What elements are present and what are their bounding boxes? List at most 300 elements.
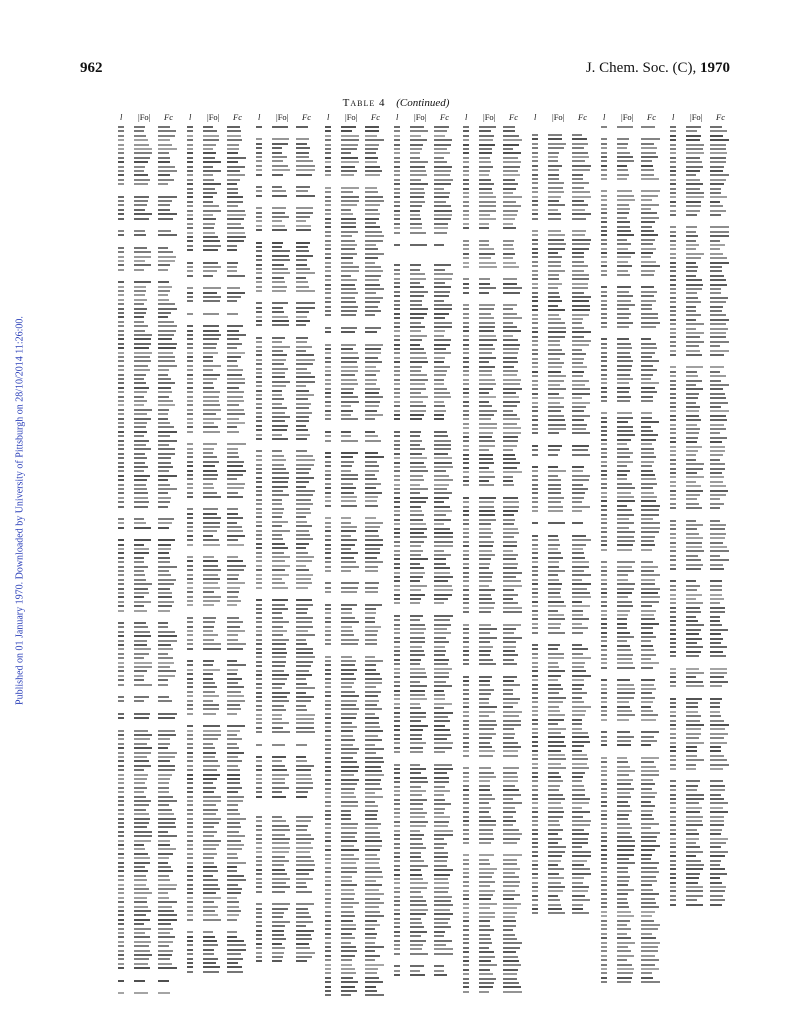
data-row <box>670 537 736 539</box>
data-row <box>670 244 736 246</box>
data-row <box>325 801 391 803</box>
data-row <box>256 372 322 374</box>
data-row <box>187 713 253 715</box>
data-row <box>670 144 736 146</box>
data-row <box>187 848 253 850</box>
data-row <box>532 147 598 149</box>
data-row <box>325 231 391 233</box>
data-row <box>118 583 184 585</box>
data-row <box>463 641 529 643</box>
data-row <box>256 138 322 140</box>
data-row <box>601 470 667 472</box>
data-row <box>187 452 253 454</box>
data-row <box>256 687 322 689</box>
data-row <box>532 393 598 395</box>
data-row <box>325 708 391 710</box>
data-row <box>601 483 667 485</box>
data-row <box>670 371 736 373</box>
data-row <box>463 885 529 887</box>
data-row <box>325 209 391 211</box>
data-row <box>532 300 598 302</box>
data-row <box>256 525 322 527</box>
data-row <box>118 369 184 371</box>
data-row <box>670 350 736 352</box>
data-row <box>463 964 529 966</box>
data-row <box>118 343 184 345</box>
column-header-l: l <box>327 112 330 122</box>
data-row <box>394 183 460 185</box>
data-row <box>394 747 460 749</box>
data-row <box>532 327 598 329</box>
data-row <box>601 456 667 458</box>
data-row <box>532 143 598 145</box>
data-row <box>256 873 322 875</box>
data-row <box>601 391 667 393</box>
data-row <box>532 873 598 875</box>
data-row <box>670 419 736 421</box>
data-row <box>532 270 598 272</box>
data-row <box>394 974 460 976</box>
data-row <box>325 656 391 658</box>
data-row <box>463 558 529 560</box>
data-row <box>601 770 667 772</box>
data-row <box>325 744 391 746</box>
data-row <box>532 714 598 716</box>
data-row <box>256 656 322 658</box>
data-row <box>670 319 736 321</box>
data-row <box>463 410 529 412</box>
data-row <box>394 352 460 354</box>
data-row <box>532 349 598 351</box>
data-row <box>670 811 736 813</box>
data-row <box>256 508 322 510</box>
data-row <box>118 466 184 468</box>
data-row <box>463 881 529 883</box>
data-row <box>601 731 667 733</box>
data-row <box>256 612 322 614</box>
data-row <box>463 322 529 324</box>
data-row <box>601 779 667 781</box>
data-row <box>118 870 184 872</box>
data-row <box>463 680 529 682</box>
data-row <box>118 264 184 266</box>
data-row <box>670 750 736 752</box>
data-row <box>256 425 322 427</box>
data-row <box>532 182 598 184</box>
data-row <box>394 856 460 858</box>
data-row <box>601 645 667 647</box>
data-row <box>118 200 184 202</box>
data-row <box>670 468 736 470</box>
data-row <box>463 991 529 993</box>
data-row <box>325 928 391 930</box>
data-row <box>118 862 184 864</box>
data-row <box>118 734 184 736</box>
data-row <box>394 594 460 596</box>
data-row <box>187 756 253 758</box>
data-row <box>463 876 529 878</box>
data-row <box>256 903 322 905</box>
data-row <box>325 383 391 385</box>
data-row <box>463 576 529 578</box>
data-row <box>118 919 184 921</box>
data-row <box>394 825 460 827</box>
data-row <box>394 948 460 950</box>
data-row <box>532 449 598 451</box>
data-row <box>187 517 253 519</box>
data-row <box>601 531 667 533</box>
data-row <box>325 871 391 873</box>
data-row <box>394 768 460 770</box>
data-row <box>532 187 598 189</box>
data-row <box>601 374 667 376</box>
data-row <box>118 269 184 271</box>
data-row <box>325 695 391 697</box>
data-row <box>187 800 253 802</box>
data-row <box>670 798 736 800</box>
data-row <box>532 710 598 712</box>
data-row <box>532 570 598 572</box>
data-row <box>601 527 667 529</box>
data-row <box>463 541 529 543</box>
data-row <box>325 279 391 281</box>
data-row <box>670 698 736 700</box>
data-row <box>532 415 598 417</box>
data-row <box>532 666 598 668</box>
data-row <box>256 268 322 270</box>
data-row <box>118 610 184 612</box>
data-row <box>118 717 184 719</box>
data-row <box>394 401 460 403</box>
data-row <box>187 617 253 619</box>
data-row <box>670 864 736 866</box>
data-row <box>532 723 598 725</box>
data-row <box>601 378 667 380</box>
data-row <box>532 492 598 494</box>
data-row <box>601 876 667 878</box>
data-row <box>187 409 253 411</box>
data-row <box>601 304 667 306</box>
data-row <box>118 382 184 384</box>
data-row <box>394 440 460 442</box>
data-row <box>463 706 529 708</box>
data-row <box>670 402 736 404</box>
data-row <box>187 535 253 537</box>
data-row <box>325 858 391 860</box>
data-row <box>601 300 667 302</box>
data-row <box>256 156 322 158</box>
data-row <box>256 820 322 822</box>
column-header-fo: |Fo| <box>207 112 220 122</box>
data-row <box>463 733 529 735</box>
data-row <box>394 501 460 503</box>
data-row <box>118 448 184 450</box>
data-row <box>325 757 391 759</box>
data-row <box>325 144 391 146</box>
data-row <box>118 631 184 633</box>
data-row <box>670 388 736 390</box>
data-row <box>670 780 736 782</box>
data-row <box>187 931 253 933</box>
data-row <box>532 318 598 320</box>
column-header-fo: |Fo| <box>483 112 496 122</box>
data-row <box>532 780 598 782</box>
data-row <box>118 527 184 529</box>
data-row <box>532 445 598 447</box>
data-row <box>463 201 529 203</box>
data-row <box>463 750 529 752</box>
data-row <box>256 190 322 192</box>
data-row <box>394 874 460 876</box>
data-row <box>532 657 598 659</box>
data-row <box>532 561 598 563</box>
data-row <box>532 152 598 154</box>
data-row <box>463 947 529 949</box>
data-row <box>187 884 253 886</box>
data-row <box>118 130 184 132</box>
data-row <box>463 179 529 181</box>
data-row <box>532 160 598 162</box>
data-row <box>463 449 529 451</box>
data-row <box>394 576 460 578</box>
data-row <box>256 582 322 584</box>
data-row <box>532 596 598 598</box>
data-row <box>256 665 322 667</box>
data-row <box>463 632 529 634</box>
data-row <box>118 644 184 646</box>
data-row <box>256 934 322 936</box>
data-row <box>601 915 667 917</box>
data-row <box>463 462 529 464</box>
data-row <box>118 910 184 912</box>
data-row <box>325 552 391 554</box>
data-row <box>118 453 184 455</box>
data-row <box>532 283 598 285</box>
data-row <box>532 174 598 176</box>
data-row <box>601 618 667 620</box>
data-row <box>394 847 460 849</box>
data-row <box>256 324 322 326</box>
data-row <box>463 572 529 574</box>
data-row <box>256 908 322 910</box>
data-row <box>670 681 736 683</box>
data-row <box>463 317 529 319</box>
data-row <box>118 835 184 837</box>
data-row <box>187 734 253 736</box>
data-row <box>256 744 322 746</box>
data-row <box>463 379 529 381</box>
data-row <box>463 811 529 813</box>
data-row <box>118 204 184 206</box>
data-row <box>256 891 322 893</box>
data-row <box>256 599 322 601</box>
data-row <box>601 400 667 402</box>
data-row <box>670 759 736 761</box>
data-row <box>325 630 391 632</box>
data-row <box>670 210 736 212</box>
data-row <box>394 668 460 670</box>
data-row <box>256 756 322 758</box>
data-row <box>394 379 460 381</box>
data-row <box>601 911 667 913</box>
data-row <box>394 374 460 376</box>
data-row <box>601 544 667 546</box>
data-row <box>463 650 529 652</box>
data-row <box>601 579 667 581</box>
data-row <box>394 834 460 836</box>
data-row <box>394 295 460 297</box>
data-row <box>532 309 598 311</box>
data-row <box>532 627 598 629</box>
data-row <box>532 662 598 664</box>
data-row <box>463 214 529 216</box>
data-row <box>394 435 460 437</box>
data-row <box>394 264 460 266</box>
data-row <box>256 886 322 888</box>
column-header-fc: Fc <box>716 112 725 122</box>
data-row <box>256 912 322 914</box>
data-row <box>187 813 253 815</box>
data-row <box>187 338 253 340</box>
data-row <box>463 724 529 726</box>
data-row <box>394 152 460 154</box>
data-row <box>256 147 322 149</box>
data-row <box>118 374 184 376</box>
data-row <box>256 705 322 707</box>
data-row <box>601 658 667 660</box>
data-row <box>601 308 667 310</box>
data-row <box>463 807 529 809</box>
data-row <box>601 347 667 349</box>
data-row <box>325 539 391 541</box>
data-row <box>670 481 736 483</box>
data-row <box>463 934 529 936</box>
data-row <box>118 857 184 859</box>
data-row <box>187 443 253 445</box>
data-row <box>256 864 322 866</box>
data-row <box>394 523 460 525</box>
data-row <box>601 566 667 568</box>
data-row <box>463 374 529 376</box>
data-row <box>394 317 460 319</box>
data-row <box>118 561 184 563</box>
data-row <box>532 322 598 324</box>
data-row <box>670 498 736 500</box>
data-row <box>394 641 460 643</box>
data-row <box>187 431 253 433</box>
data-row <box>118 347 184 349</box>
data-row <box>394 563 460 565</box>
data-row <box>601 623 667 625</box>
data-row <box>118 831 184 833</box>
data-row <box>256 264 322 266</box>
data-row <box>118 522 184 524</box>
data-row <box>463 973 529 975</box>
data-row <box>256 569 322 571</box>
data-row <box>463 480 529 482</box>
data-row <box>325 310 391 312</box>
data-column <box>532 124 598 1004</box>
data-row <box>394 278 460 280</box>
data-row <box>394 322 460 324</box>
data-row <box>394 166 460 168</box>
data-row <box>256 385 322 387</box>
data-row <box>532 798 598 800</box>
data-row <box>463 476 529 478</box>
data-row <box>256 556 322 558</box>
data-row <box>463 436 529 438</box>
data-row <box>118 884 184 886</box>
data-row <box>187 857 253 859</box>
data-row <box>325 783 391 785</box>
data-row <box>325 414 391 416</box>
data-row <box>601 518 667 520</box>
data-row <box>532 688 598 690</box>
data-row <box>601 505 667 507</box>
data-row <box>670 328 736 330</box>
data-row <box>601 766 667 768</box>
data-row <box>325 306 391 308</box>
data-row <box>670 485 736 487</box>
data-row <box>670 262 736 264</box>
data-row <box>601 387 667 389</box>
data-row <box>187 343 253 345</box>
data-row <box>187 313 253 315</box>
data-row <box>256 477 322 479</box>
data-row <box>601 964 667 966</box>
data-row <box>325 235 391 237</box>
data-row <box>601 805 667 807</box>
data-row <box>463 262 529 264</box>
data-row <box>601 356 667 358</box>
column-header-l: l <box>672 112 675 122</box>
data-row <box>187 245 253 247</box>
data-row <box>118 992 184 994</box>
data-column <box>325 124 391 1004</box>
data-row <box>187 170 253 172</box>
data-row <box>118 696 184 698</box>
data-row <box>463 304 529 306</box>
column-header-fo: |Fo| <box>552 112 565 122</box>
data-row <box>601 801 667 803</box>
data-row <box>601 365 667 367</box>
data-row <box>532 402 598 404</box>
data-row <box>256 648 322 650</box>
data-row <box>187 760 253 762</box>
data-row <box>118 848 184 850</box>
data-row <box>463 135 529 137</box>
data-row <box>187 448 253 450</box>
data-row <box>463 912 529 914</box>
data-row <box>187 678 253 680</box>
data-row <box>670 568 736 570</box>
data-row <box>601 574 667 576</box>
data-row <box>532 789 598 791</box>
data-row <box>463 467 529 469</box>
data-row <box>187 569 253 571</box>
data-row <box>325 327 391 329</box>
data-row <box>463 266 529 268</box>
data-row <box>256 930 322 932</box>
data-row <box>256 216 322 218</box>
data-row <box>670 846 736 848</box>
data-row <box>325 704 391 706</box>
data-row <box>187 664 253 666</box>
data-row <box>256 834 322 836</box>
data-row <box>325 135 391 137</box>
reflection-data-table <box>118 124 734 1004</box>
data-row <box>187 130 253 132</box>
